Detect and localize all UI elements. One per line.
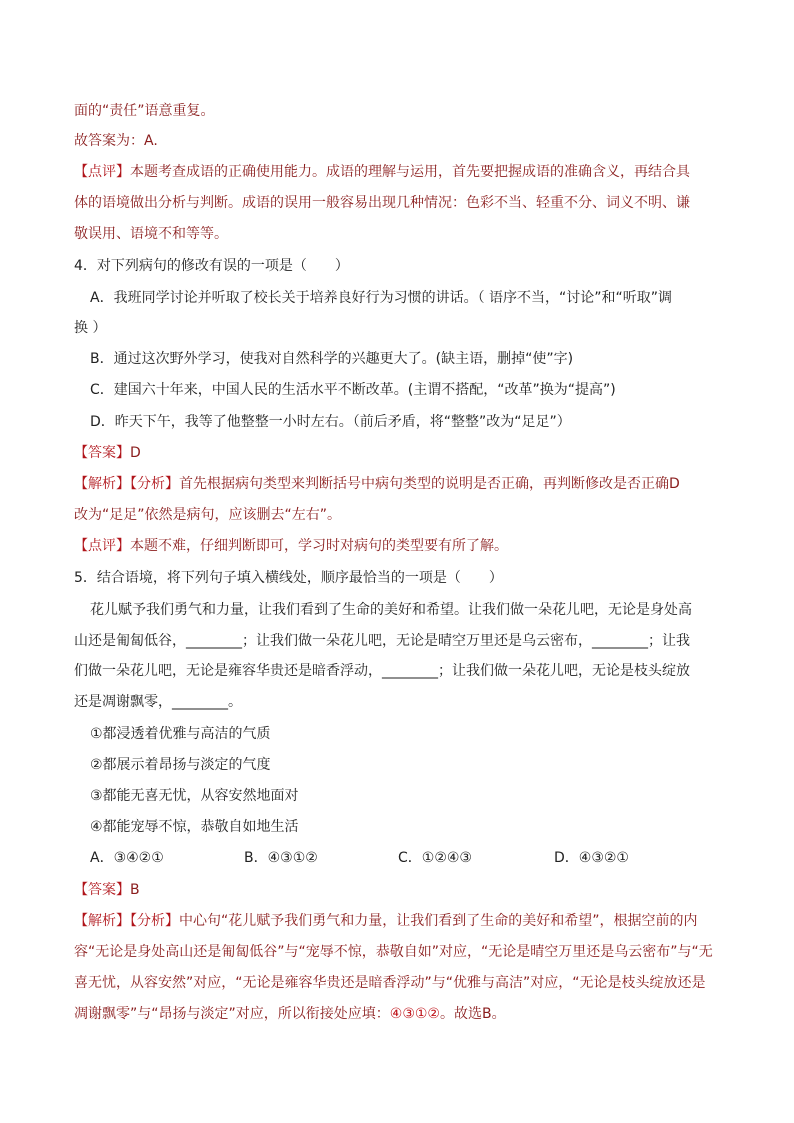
analysis-5-cont bbox=[74, 1004, 506, 1024]
choice-c: C．①②④③ bbox=[398, 850, 472, 866]
analysis-order: ④③①② bbox=[389, 1006, 440, 1022]
question-4-option-b: B．通过这次野外学习，使我对自然科学的兴趣更大了。(缺主语，删掉“使”字) bbox=[90, 351, 574, 367]
analysis-tag: 【解析】【分析】 bbox=[74, 913, 179, 929]
analysis-text: 首先根据病句类型来判断括号中病句类型的说明是否正确，再判断修改是否正确D bbox=[179, 476, 680, 492]
question-5-stem: 5．结合语境，将下列句子填入横线处，顺序最恰当的一项是（ ） bbox=[74, 570, 503, 586]
question-4-option-c: C．建国六十年来，中国人民的生活水平不断改革。(主谓不搭配，“改革”换为“提高”) bbox=[90, 382, 616, 398]
answer-tag: 【答案】 bbox=[74, 882, 130, 898]
question-4-option-a: A．我班同学讨论并听取了校长关于培养良好行为习惯的讲话。（ 语序不当，“讨论”和“听取”调 bbox=[90, 290, 673, 306]
choice-d: D．④③②① bbox=[554, 850, 629, 866]
passage-line: 花儿赋予我们勇气和力量，让我们看到了生命的美好和希望。让我们做一朵花儿吧，无论是身处高 bbox=[90, 602, 692, 618]
text-line: 敬误用、语境不和等等。 bbox=[74, 226, 228, 242]
question-4-stem: 4．对下列病句的修改有误的一项是（ ） bbox=[74, 258, 349, 274]
comment-line bbox=[74, 162, 690, 182]
answer-4 bbox=[74, 443, 141, 463]
analysis-text: 中心句“花儿赋予我们勇气和力量，让我们看到了生命的美好和希望”，根据空前的内 bbox=[179, 913, 698, 929]
answer-tag: 【答案】 bbox=[74, 445, 130, 461]
analysis-text: 凋谢飘零”与“昂扬与淡定”对应，所以衔接处应填： bbox=[74, 1006, 390, 1022]
analysis-tag: 【解析】【分析】 bbox=[74, 476, 179, 492]
answer-value: D bbox=[130, 445, 141, 461]
review-4 bbox=[74, 536, 508, 556]
comment-tag: 【点评】 bbox=[74, 164, 130, 180]
analysis-4 bbox=[74, 474, 680, 494]
text-line: 体的语境做出分析与判断。成语的误用一般容易出现几种情况：色彩不当、轻重不分、词义不明、谦 bbox=[74, 195, 690, 211]
analysis-5-cont: 容“无论是身处高山还是匍匐低谷”与“宠辱不惊，恭敬自如”对应，“无论是晴空万里还是乌云密布”与“无 bbox=[74, 944, 713, 960]
question-4-option-d: D．昨天下午，我等了他整整一小时左右。（前后矛盾，将“整整”改为“足足”） bbox=[90, 414, 571, 430]
analysis-5-cont: 喜无忧，从容安然”对应，“无论是雍容华贵还是暗香浮动”与“优雅与高洁”对应，“无论是枝头绽放还是 bbox=[74, 975, 706, 991]
answer-5 bbox=[74, 880, 140, 900]
text-line: 故答案为：A. bbox=[74, 133, 158, 149]
analysis-text: 。故选B。 bbox=[439, 1006, 506, 1022]
answer-value: B bbox=[130, 882, 140, 898]
review-text: 本题不难，仔细判断即可，学习时对病句的类型要有所了解。 bbox=[130, 538, 508, 554]
passage-line: 们做一朵花儿吧，无论是雍容华贵还是暗香浮动，________；让我们做一朵花儿吧，无论是枝头绽放 bbox=[74, 663, 690, 679]
review-tag: 【点评】 bbox=[74, 538, 130, 554]
passage-line: 还是凋谢飘零，________。 bbox=[74, 694, 242, 710]
passage-line: 山还是匍匐低谷，________；让我们做一朵花儿吧，无论是晴空万里还是乌云密布，________；让我 bbox=[74, 633, 690, 649]
choice-b: B．④③①② bbox=[244, 850, 318, 866]
sentence-option-1: ①都浸透着优雅与高洁的气质 bbox=[90, 726, 271, 742]
comment-text: 本题考查成语的正确使用能力。成语的理解与运用，首先要把握成语的准确含义，再结合具 bbox=[130, 164, 690, 180]
analysis-4-cont: 改为“足足”依然是病句，应该删去“左右”。 bbox=[74, 507, 342, 523]
sentence-option-3: ③都能无喜无忧，从容安然地面对 bbox=[90, 788, 299, 804]
text-line: 面的“责任”语意重复。 bbox=[74, 103, 215, 119]
choice-a: A．③④②① bbox=[90, 850, 164, 866]
sentence-option-2: ②都展示着昂扬与淡定的气度 bbox=[90, 757, 271, 773]
analysis-5 bbox=[74, 911, 698, 931]
sentence-option-4: ④都能宠辱不惊，恭敬自如地生活 bbox=[90, 819, 299, 835]
question-4-option-a-cont: 换 ） bbox=[74, 320, 107, 336]
